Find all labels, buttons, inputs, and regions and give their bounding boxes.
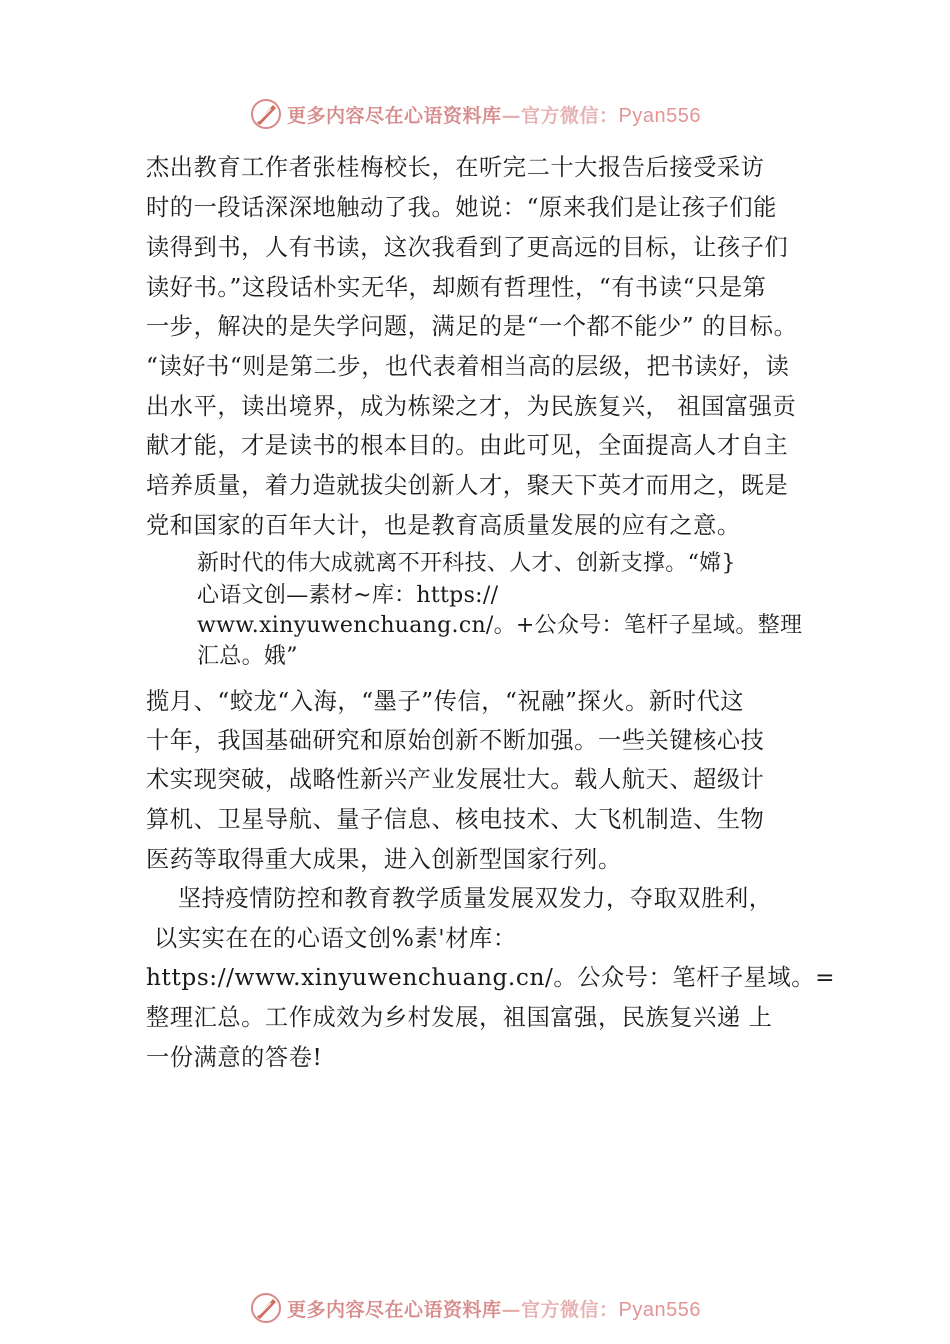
body-line: 算机、卫星导航、量子信息、核电技术、大飞机制造、生物 [146,806,765,833]
body-line: 献才能，才是读书的根本目的。由此可见，全面提高人才自主 [146,432,789,459]
quill-logo-icon [249,97,283,131]
footer-watermark [0,1288,950,1328]
inserted-note-line: 新时代的伟大成就离不开科技、人才、创新支撑。“嫦} [197,551,736,576]
footer-sub-text: —官方微信： [501,1298,619,1321]
body-line: 读好书。”这段话朴实无华，却颇有哲理性，“有书读“只是第 [146,274,767,301]
inserted-note-line: 心语文创—素材~库：https:// [197,583,499,608]
footer-wechat-id: Pyan556 [618,1298,701,1321]
inserted-note-line: 汇总。娥” [197,644,298,669]
header-main-text: 更多内容尽在心语资料库 [287,104,502,127]
body-line: 党和国家的百年大计，也是教育高质量发展的应有之意。 [146,512,741,539]
header-watermark [0,94,950,134]
body-line: 杰出教育工作者张桂梅校长，在听完二十大报告后接受采访 [146,154,765,181]
body-line: 培养质量，着力造就拔尖创新人才，聚天下英才而用之，既是 [146,472,789,499]
body-line: https://www.xinyuwenchuang.cn/。公众号：笔杆子星域。= [146,964,836,991]
body-line: 读得到书，人有书读，这次我看到了更高远的目标，让孩子们 [146,234,789,261]
body-line: 十年，我国基础研究和原始创新不断加强。一些关键核心技 [146,727,765,754]
header-wechat-id: Pyan556 [618,104,701,127]
body-line: 时的一段话深深地触动了我。她说：“原来我们是让孩子们能 [146,194,777,221]
body-line: 坚持疫情防控和教育教学质量发展双发力，夺取双胜利， [146,885,773,912]
body-line: 术实现突破，战略性新兴产业发展壮大。载人航天、超级计 [146,766,765,793]
body-line: 一步，解决的是失学问题，满足的是“一个都不能少” 的目标。 [146,313,798,340]
body-line: 医药等取得重大成果，进入创新型国家行列。 [146,846,622,873]
body-line: 整理汇总。工作成效为乡村发展，祖国富强，民族复兴递 上 [146,1004,773,1031]
body-line: 出水平，读出境界，成为栋梁之才，为民族复兴， 祖国富强贡 [146,393,797,420]
quill-logo-icon [249,1291,283,1325]
body-line: 揽月、“蛟龙“入海，“墨子”传信，“祝融”探火。新时代这 [146,688,745,715]
body-line: “读好书“则是第二步，也代表着相当高的层级，把书读好，读 [146,353,790,380]
inserted-note-line: www.xinyuwenchuang.cn/。+公众号：笔杆子星域。整理 [197,613,803,638]
body-line: 一份满意的答卷! [146,1044,323,1071]
footer-main-text: 更多内容尽在心语资料库 [287,1298,502,1321]
header-sub-text: —官方微信： [501,104,619,127]
body-line: 以实实在在的心语文创%素'材库： [146,925,517,952]
header-watermark-text [287,101,701,128]
footer-watermark-text [287,1295,701,1322]
